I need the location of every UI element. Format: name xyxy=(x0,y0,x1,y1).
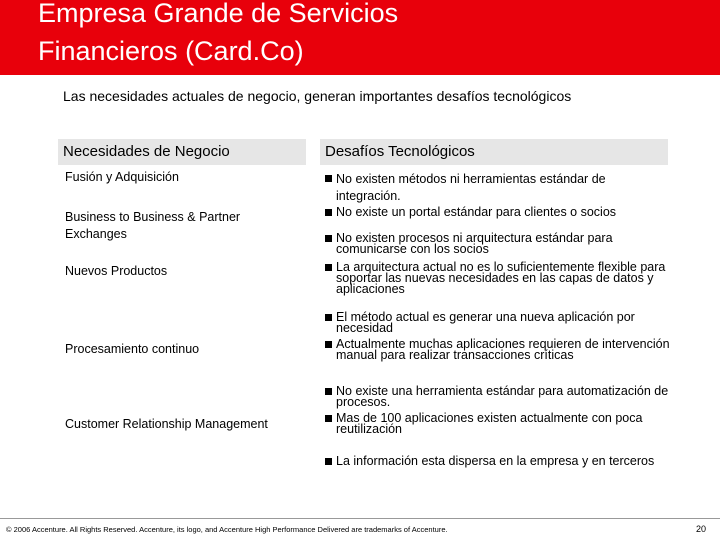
challenge-item xyxy=(325,171,670,205)
square-bullet-icon xyxy=(325,458,332,465)
title-bar xyxy=(0,0,720,75)
challenge-text: El método actual es generar una nueva aplicación por necesidad xyxy=(336,310,635,335)
challenge-item xyxy=(325,413,670,435)
copyright-notice: © 2006 Accenture. All Rights Reserved. Accenture, its logo, and Accenture High Performance Delivered are trademarks of Accenture. xyxy=(6,525,448,534)
challenge-text: No existe un portal estándar para clientes o socios xyxy=(336,205,617,219)
need-item: Procesamiento continuo xyxy=(65,342,200,356)
challenge-text: Mas de 100 aplicaciones existen actualmente con poca reutilización xyxy=(336,411,643,436)
challenge-item xyxy=(325,339,670,361)
slide-title-line-1: Empresa Grande de Servicios xyxy=(38,0,399,28)
square-bullet-icon xyxy=(325,388,332,395)
page-number: 20 xyxy=(695,524,706,534)
challenge-text: La arquitectura actual no es lo suficientemente flexible para soportar las nuevas necesidades en las capas de datos y aplicaciones xyxy=(336,260,666,296)
need-item: Business to Business & Partner Exchanges xyxy=(65,210,241,241)
challenge-text: No existen procesos ni arquitectura estándar para comunicarse con los socios xyxy=(336,231,613,256)
need-item: Customer Relationship Management xyxy=(65,417,268,431)
challenge-text: No existen métodos ni herramientas estándar de integración. xyxy=(336,172,606,203)
square-bullet-icon xyxy=(325,314,332,321)
challenge-text: No existe una herramienta estándar para automatización de procesos. xyxy=(336,384,669,409)
challenge-text: Actualmente muchas aplicaciones requieren de intervención manual para realizar transacciones críticas xyxy=(336,337,670,362)
slide-subtitle: Las necesidades actuales de negocio, generan importantes desafíos tecnológicos xyxy=(63,88,572,104)
column-header-challenges: Desafíos Tecnológicos xyxy=(320,139,668,165)
challenge-item xyxy=(325,207,670,218)
challenge-item xyxy=(325,386,670,408)
square-bullet-icon xyxy=(325,415,332,422)
square-bullet-icon xyxy=(325,235,332,242)
square-bullet-icon xyxy=(325,209,332,216)
challenge-item xyxy=(325,262,670,295)
challenge-item xyxy=(325,312,670,334)
square-bullet-icon xyxy=(325,264,332,271)
challenge-text: La información esta dispersa en la empresa y en terceros xyxy=(336,454,655,468)
square-bullet-icon xyxy=(325,341,332,348)
footer-divider xyxy=(0,518,720,519)
challenge-item xyxy=(325,456,670,467)
square-bullet-icon xyxy=(325,175,332,182)
column-header-needs: Necesidades de Negocio xyxy=(58,139,306,165)
slide-title-line-2: Financieros (Card.Co) xyxy=(38,36,304,66)
need-item: Fusión y Adquisición xyxy=(65,170,179,184)
challenge-item xyxy=(325,233,670,255)
need-item: Nuevos Productos xyxy=(65,264,168,278)
